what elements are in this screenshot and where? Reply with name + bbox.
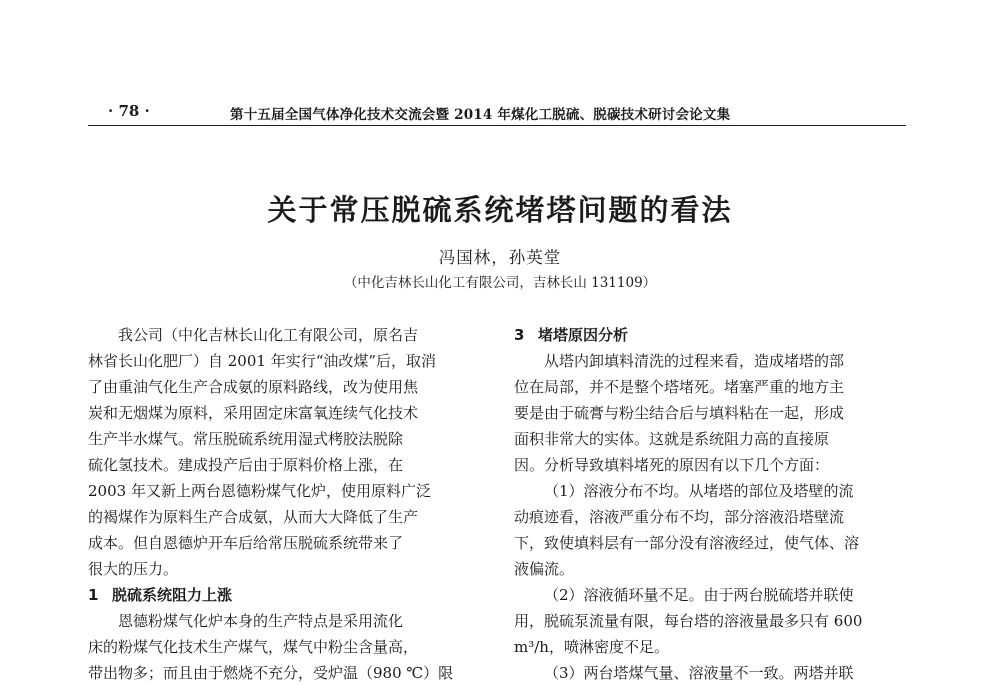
section-heading-3 — [514, 322, 906, 348]
affiliation: （中化吉林长山化工有限公司，吉林长山 131109） — [343, 275, 657, 291]
text-line: 带出物多；而且由于燃烧不充分，受炉温（980 ℃）限 — [88, 664, 454, 682]
text-line: 位在局部，并不是整个塔堵死。堵塞严重的地方主 — [514, 378, 845, 396]
right-column — [514, 322, 906, 686]
text-line: 炭和无烟煤为原料，采用固定床富氧连续气化技术 — [88, 404, 419, 422]
text-line: 下，致使填料层有一部分没有溶液经过，使气体、溶 — [514, 534, 860, 552]
header-rule — [88, 125, 906, 126]
cause-2-paragraph — [514, 582, 906, 660]
left-column — [88, 322, 480, 686]
text-line: 我公司（中化吉林长山化工有限公司，原名吉 — [118, 326, 419, 344]
text-line: （1）溶液分布不均。从堵塔的部位及塔壁的流 — [544, 482, 854, 500]
text-line: 因。分析导致填料堵死的原因有以下几个方面： — [514, 456, 830, 474]
text-line: 液偏流。 — [514, 560, 575, 578]
text-line: 生产半水煤气。常压脱硫系统用湿式栲胶法脱除 — [88, 430, 404, 448]
text-line: （3）两台塔煤气量、溶液量不一致。两塔并联 — [544, 664, 854, 682]
text-line: 床的粉煤气化技术生产煤气，煤气中粉尘含量高， — [88, 638, 419, 656]
text-line: 的褐煤作为原料生产合成氨，从而大大降低了生产 — [88, 508, 419, 526]
text-line: 从塔内卸填料清洗的过程来看，造成堵塔的部 — [544, 352, 845, 370]
text-line: 用，脱硫泵流量有限，每台塔的溶液量最多只有 600 — [514, 612, 863, 630]
text-line: 动痕迹看，溶液严重分布不均，部分溶液沿塔壁流 — [514, 508, 845, 526]
cause-3-paragraph — [514, 660, 906, 686]
cause-1-paragraph — [514, 478, 906, 582]
authors: 冯国林，孙英堂 — [438, 248, 562, 267]
analysis-paragraph — [514, 348, 906, 478]
section-number: 1 — [88, 586, 99, 604]
running-header — [88, 98, 906, 124]
section-heading-1 — [88, 582, 480, 608]
article-title: 关于常压脱硫系统堵塔问题的看法 — [267, 193, 733, 227]
section-1-paragraph — [88, 608, 480, 686]
text-line: 很大的压力。 — [88, 560, 179, 578]
text-line: 硫化氢技术。建成投产后由于原料价格上涨，在 — [88, 456, 404, 474]
text-line: m³/h，喷淋密度不足。 — [514, 638, 669, 656]
text-line: 林省长山化肥厂）自 2001 年实行“油改煤”后，取消 — [88, 352, 437, 370]
text-line: 面积非常大的实体。这就是系统阻力高的直接原 — [514, 430, 830, 448]
text-line: 成本。但自恩德炉开车后给常压脱硫系统带来了 — [88, 534, 404, 552]
text-line: 了由重油气化生产合成氨的原料路线，改为使用焦 — [88, 378, 419, 396]
text-line: （2）溶液循环量不足。由于两台脱硫塔并联使 — [544, 586, 854, 604]
text-line: 恩德粉煤气化炉本身的生产特点是采用流化 — [118, 612, 404, 630]
section-title: 堵塔原因分析 — [538, 326, 629, 344]
intro-paragraph — [88, 322, 480, 582]
text-line: 要是由于硫膏与粉尘结合后与填料粘在一起，形成 — [514, 404, 845, 422]
running-title: 第十五届全国气体净化技术交流会暨 2014 年煤化工脱硫、脱碳技术研讨会论文集 — [230, 107, 731, 123]
section-number: 3 — [514, 326, 525, 344]
page-number: · 78 · — [108, 102, 150, 120]
section-title: 脱硫系统阻力上涨 — [112, 586, 233, 604]
text-line: 2003 年又新上两台恩德粉煤气化炉，使用原料广泛 — [88, 482, 431, 500]
